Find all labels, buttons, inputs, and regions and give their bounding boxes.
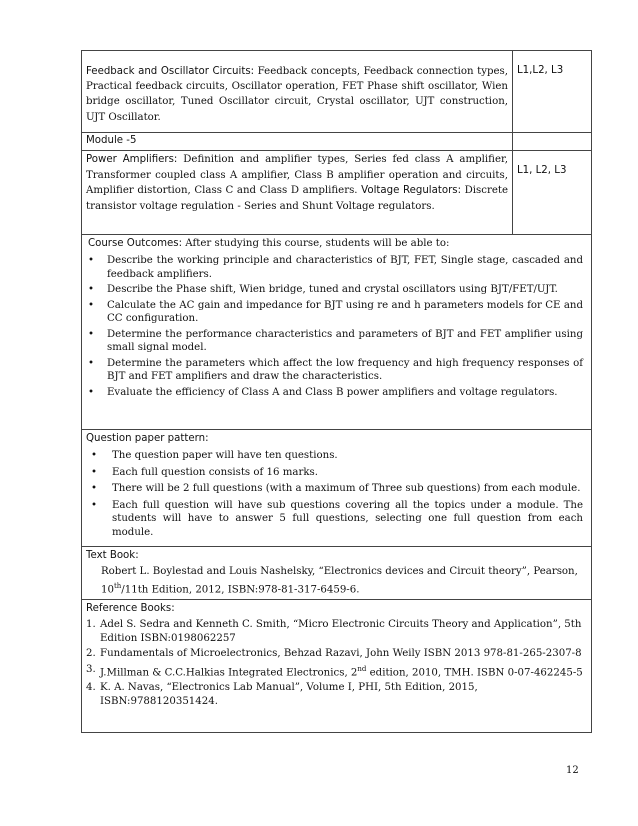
pattern-text: The question paper will have ten questions. [112,450,338,461]
module4-content-row [82,51,592,133]
reference-text: Adel S. Sedra and Kenneth C. Smith, “Micro Electronic Circuits Theory and Application”, 5th Edition ISBN:0198062257 [100,619,582,644]
list-item [86,618,583,645]
bullet-icon: • [88,284,95,295]
reference-text: Fundamentals of Microelectronics, Behzad Razavi, John Weily ISBN 2013 978-81-265-2307-8 [100,648,582,659]
module4-topic-title: Feedback and Oscillator Circuits: [86,66,255,77]
module4-description [82,51,512,132]
reference-books-block [82,600,591,732]
module5-header-cell [82,133,513,151]
module5-levels-cell [513,151,592,235]
list-number: 1. [86,619,96,630]
question-paper-row [82,430,592,547]
outcome-text: Describe the working principle and characteristics of BJT, FET, Single stage, cascaded and feedback amplifiers. [107,255,583,280]
bullet-icon: • [91,483,98,494]
text-book-row [82,547,592,600]
bullet-icon: • [88,328,95,340]
bullet-icon: • [88,357,95,369]
text-book-pre: Robert L. Boylestad and Louis Nashelsky, “Electronics devices and Circuit theory”, Pearson, 10 [101,566,578,596]
pattern-text: There will be 2 full questions (with a maximum of Three sub questions) from each module. [112,483,581,494]
list-item [88,299,583,326]
text-book-cell [82,547,592,600]
outcome-text: Describe the Phase shift, Wien bridge, tuned and crystal oscillators using BJT/FET/UJT. [107,284,558,295]
reference-books-row [82,600,592,733]
module4-levels: L1,L2, L3 [517,65,564,76]
power-amplifiers-body: Definition and amplifier types, Series fed class A amplifier, Transformer coupled class A amplifier, Class B amplifier operation and circuits, Amplifier distortion, Class C and Class D amplifiers. [86,154,508,197]
reference-text: K. A. Navas, “Electronics Lab Manual”, Volume I, PHI, 5th Edition, 2015, ISBN:9788120351424. [100,682,478,707]
syllabus-table [81,50,592,733]
list-item [88,254,583,281]
text-book-entry [86,565,583,597]
list-item [88,386,583,400]
list-item [88,283,583,297]
text-book-heading: Text Book: [86,550,139,561]
module4-levels-cell [513,51,592,133]
module5-content-row [82,151,592,235]
module5-levels: L1, L2, L3 [517,165,567,176]
list-item [91,466,583,480]
list-number: 3. [86,663,96,675]
module5-header-empty-cell [513,133,592,151]
bullet-icon: • [91,466,98,478]
pattern-text: Each full question will have sub questions covering all the topics under a module. The students will have to answer 5 full questions, selecting one full question from each module. [112,499,583,538]
module4-topic-body: Feedback concepts, Feedback connection types, Practical feedback circuits, Oscillator operation, FET Phase shift oscillator, Wien bridge oscillator, Tuned Oscillator circuit, Crystal oscillator, UJT construction, UJT Oscillator. [86,66,508,123]
list-item [86,663,583,680]
reference-text-post: edition, 2010, TMH. ISBN 0-07-462245-5 [366,666,583,678]
power-amplifiers-title: Power Amplifiers: [86,154,178,165]
bullet-icon: • [88,386,95,398]
list-item [86,647,583,661]
reference-text: J.Millman & C.C.Halkias Integrated Electronics, 2 [100,666,358,678]
text-book-block [82,547,591,599]
question-paper-cell [82,430,592,547]
bullet-icon: • [88,255,95,266]
module5-content-cell [82,151,513,235]
voltage-regulators-title: Voltage Regulators: [361,185,462,197]
question-paper-list [91,449,583,539]
question-paper-heading: Question paper pattern: [86,433,209,444]
text-book-sup: th [113,582,122,590]
text-book-post: /11th Edition, 2012, ISBN:978-81-317-6459-6. [121,584,360,596]
module5-description [82,151,512,234]
list-item [91,499,583,540]
bullet-icon: • [91,499,98,511]
outcome-text: Evaluate the efficiency of Class A and Class B power amplifiers and voltage regulators. [107,386,558,398]
list-number: 4. [86,682,96,694]
list-item [88,328,583,355]
list-item [91,449,583,463]
module5-label: Module -5 [86,135,137,146]
list-number: 2. [86,648,96,659]
reference-books-list [86,618,583,708]
pattern-text: Each full question consists of 16 marks. [112,466,318,478]
outcome-text: Determine the performance characteristics and parameters of BJT and FET amplifier using small signal model. [107,328,583,353]
question-paper-block [82,430,591,546]
course-outcomes-list [88,254,583,399]
bullet-icon: • [88,299,95,311]
course-outcomes-cell [82,235,592,430]
module4-content-cell [82,51,513,133]
course-outcomes-row [82,235,592,430]
outcome-text: Calculate the AC gain and impedance for BJT using re and h parameters models for CE and CC configuration. [107,299,583,324]
list-item [91,482,583,496]
reference-books-cell [82,600,592,733]
course-outcomes-heading: Course Outcomes: [88,238,183,249]
voltage-regulators-body: Discrete transistor voltage regulation - Series and Shunt Voltage regulators. [86,185,508,212]
course-outcomes-heading-line [88,237,583,251]
page-number: 12 [566,765,579,776]
course-outcomes-block [82,235,591,429]
course-outcomes-intro: After studying this course, students will be able to: [182,238,450,249]
list-item [86,681,583,708]
bullet-icon: • [91,450,98,461]
outcome-text: Determine the parameters which affect the low frequency and high frequency responses of BJT and FET amplifiers and draw the characteristics. [107,357,583,382]
module5-header-row [82,133,592,151]
list-item [88,357,583,384]
reference-books-heading: Reference Books: [86,603,175,614]
reference-sup: nd [357,664,367,673]
